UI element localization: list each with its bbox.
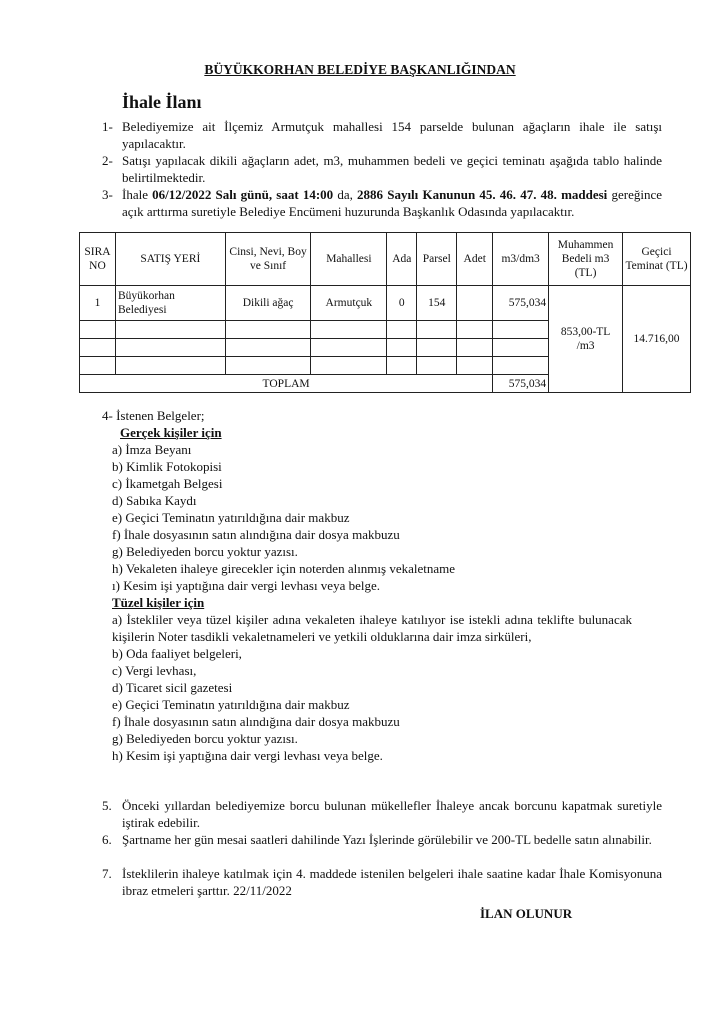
list-item: d) Sabıka Kaydı xyxy=(112,493,197,508)
list-item: h) Vekaleten ihaleye girecekler için noterden alınmış vekaletname xyxy=(112,561,456,576)
list-item: ı) Kesim işi yaptığına dair vergi levhası veya belge. xyxy=(112,578,380,593)
item-text: Belediyemize ait İlçemiz Armutçuk mahallesi 154 parselde bulunan ağaçların ihale ile satışı yapılacaktır. xyxy=(122,119,662,151)
item-number: 5. xyxy=(102,798,112,813)
item3-post: gereğince açık arttırma suretiyle Belediye Encümeni huzurunda Başkanlık Odasında yapılacaktır. xyxy=(122,187,662,219)
item-text: Şartname her gün mesai saatleri dahilinde Yazı İşlerinde görülebilir ve 200-TL bedelle satın alınabilir. xyxy=(122,832,652,847)
item-text: Satışı yapılacak dikili ağaçların adet, m3, muhammen bedeli ve geçici teminatı aşağıda tablo halinde belirtilmektedir. xyxy=(122,153,662,185)
total-label: TOPLAM xyxy=(80,375,493,393)
table-row xyxy=(80,286,691,321)
list-item: e) Geçici Teminatın yatırıldığına dair makbuz xyxy=(112,510,350,525)
item-text: Önceki yıllardan belediyemize borcu bulunan mükellefler İhaleye ancak borcunu kapatmak suretiyle iştirak edebilir. xyxy=(122,798,662,830)
item3-pre: İhale xyxy=(122,187,153,202)
list-item: g) Belediyeden borcu yoktur yazısı. xyxy=(112,731,298,746)
item3-date: 06/12/2022 Salı günü, saat 14:00 xyxy=(152,187,334,202)
list-item: f) İhale dosyasının satın alındığına dair dosya makbuzu xyxy=(112,527,400,542)
column-header: Adet xyxy=(457,233,493,286)
column-header: Cinsi, Nevi, Boy ve Sınıf xyxy=(225,233,311,286)
tuzel-title: Tüzel kişiler için xyxy=(112,595,205,610)
list-item: c) Vergi levhası, xyxy=(112,663,197,678)
column-header: Muhammen Bedeli m3 (TL) xyxy=(549,233,623,286)
list-item: e) Geçici Teminatın yatırıldığına dair makbuz xyxy=(112,697,350,712)
cell-adet xyxy=(457,286,493,321)
item-number: 2- xyxy=(102,153,113,168)
list-item: f) İhale dosyasının satın alındığına dair dosya makbuzu xyxy=(112,714,400,729)
item-text: İsteklilerin ihaleye katılmak için 4. maddede istenilen belgeleri ihale saatine kadar İhale Komisyonuna ibraz etmeleri şarttır. 22/11/2022 xyxy=(122,866,662,898)
ihale-table xyxy=(79,232,691,393)
column-header: Mahallesi xyxy=(311,233,387,286)
tuzel-section xyxy=(102,594,662,764)
gercek-list xyxy=(102,441,662,594)
item-number: 7. xyxy=(102,866,112,881)
list-item: d) Ticaret sicil gazetesi xyxy=(112,680,233,695)
list-item: b) Oda faaliyet belgeleri, xyxy=(112,646,242,661)
document-header: BÜYÜKKORHAN BELEDİYE BAŞKANLIĞINDAN xyxy=(204,62,516,77)
list-item: g) Belediyeden borcu yoktur yazısı. xyxy=(112,544,298,559)
list-item: h) Kesim işi yaptığına dair vergi levhası veya belge. xyxy=(112,748,383,763)
cell-muhammen: 853,00-TL /m3 xyxy=(549,286,623,393)
list-item: a) İstekliler veya tüzel kişiler adına vekaleten ihaleye katılıyor ise istekli adına teklifte bulunacak kişilerin Noter tasdikli vekaletnameleri ve yetkili olduklarına dair imza sirküleri, xyxy=(112,612,632,644)
column-header: Geçici Teminat (TL) xyxy=(623,233,691,286)
table-header-row xyxy=(80,233,691,286)
item-text xyxy=(122,186,662,220)
cell-parsel: 154 xyxy=(417,286,457,321)
cell-m3: 575,034 xyxy=(493,286,549,321)
column-header: SATIŞ YERİ xyxy=(115,233,225,286)
list-item: c) İkametgah Belgesi xyxy=(112,476,223,491)
cell-mahalle: Armutçuk xyxy=(311,286,387,321)
cell-cinsi: Dikili ağaç xyxy=(225,286,311,321)
cell-sira: 1 xyxy=(80,286,116,321)
column-header: m3/dm3 xyxy=(493,233,549,286)
cell-satis-yeri: Büyükorhan Belediyesi xyxy=(115,286,225,321)
item-number: 1- xyxy=(102,119,113,134)
section-title: 4- İstenen Belgeler; xyxy=(102,408,205,423)
item-number: 3- xyxy=(102,187,113,202)
gercek-section xyxy=(102,424,662,441)
item3-law: 2886 Sayılı Kanunun 45. 46. 47. 48. maddesi xyxy=(357,187,608,202)
cell-ada: 0 xyxy=(387,286,417,321)
cell-teminat: 14.716,00 xyxy=(623,286,691,393)
gercek-title: Gerçek kişiler için xyxy=(120,425,222,440)
required-documents-section xyxy=(102,407,662,764)
document-title: İhale İlanı xyxy=(122,92,202,112)
list-item: b) Kimlik Fotokopisi xyxy=(112,459,222,474)
column-header: Parsel xyxy=(417,233,457,286)
total-value: 575,034 xyxy=(493,375,549,393)
item-number: 6. xyxy=(102,832,112,847)
item3-mid: da, xyxy=(333,187,358,202)
column-header: Ada xyxy=(387,233,417,286)
list-item: a) İmza Beyanı xyxy=(112,442,192,457)
column-header: SIRA NO xyxy=(80,233,116,286)
ilan-olunur: İLAN OLUNUR xyxy=(480,906,573,921)
